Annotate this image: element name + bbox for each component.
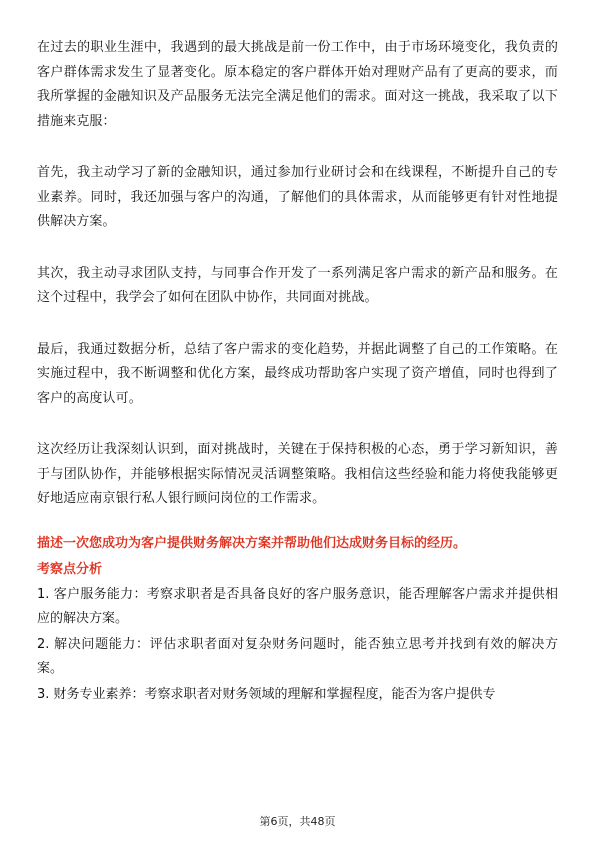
answer-paragraph-1: 在过去的职业生涯中，我遇到的最大挑战是前一份工作中，由于市场环境变化，我负责的客户群体需求发生了显著变化。原本稳定的客户群体开始对理财产品有了更高的要求，而我所掌握的金融知识及产品服务无法完全满足他们的需求。面对这一挑战，我采取了以下措施来克服：: [37, 40, 558, 129]
page-content: [37, 36, 558, 708]
answer-paragraph-4: 最后，我通过数据分析，总结了客户需求的变化趋势，并据此调整了自己的工作策略。在实施过程中，我不断调整和优化方案，最终成功帮助客户实现了资产增值，同时也得到了客户的高度认可。: [37, 341, 558, 406]
interview-question: 描述一次您成功为客户提供财务解决方案并帮助他们达成财务目标的经历。: [37, 535, 467, 551]
answer-paragraph-3: 其次，我主动寻求团队支持，与同事合作开发了一系列满足客户需求的新产品和服务。在这个过程中，我学会了如何在团队中协作，共同面对挑战。: [37, 265, 558, 305]
answer-paragraph-2: 首先，我主动学习了新的金融知识，通过参加行业研讨会和在线课程，不断提升自己的专业素养。同时，我还加强与客户的沟通，了解他们的具体需求，从而能够更有针对性地提供解决方案。: [37, 165, 558, 229]
analysis-item: 2. 解决问题能力：评估求职者面对复杂财务问题时，能否独立思考并找到有效的解决方案。: [37, 636, 558, 676]
analysis-section-title: 考察点分析: [37, 561, 103, 577]
answer-paragraph-5: 这次经历让我深刻认识到，面对挑战时，关键在于保持积极的心态，勇于学习新知识，善于与团队协作，并能够根据实际情况灵活调整策略。我相信这些经验和能力将使我能够更好地适应南京银行私人银行顾问岗位的工作需求。: [37, 442, 558, 506]
analysis-item: 1. 客户服务能力：考察求职者是否具备良好的客户服务意识，能否理解客户需求并提供相应的解决方案。: [37, 586, 558, 626]
page-number: 第6页，共48页: [259, 815, 336, 828]
analysis-item: 3. 财务专业素养：考察求职者对财务领域的理解和掌握程度，能否为客户提供专: [37, 686, 496, 702]
analysis-list: [37, 583, 558, 708]
